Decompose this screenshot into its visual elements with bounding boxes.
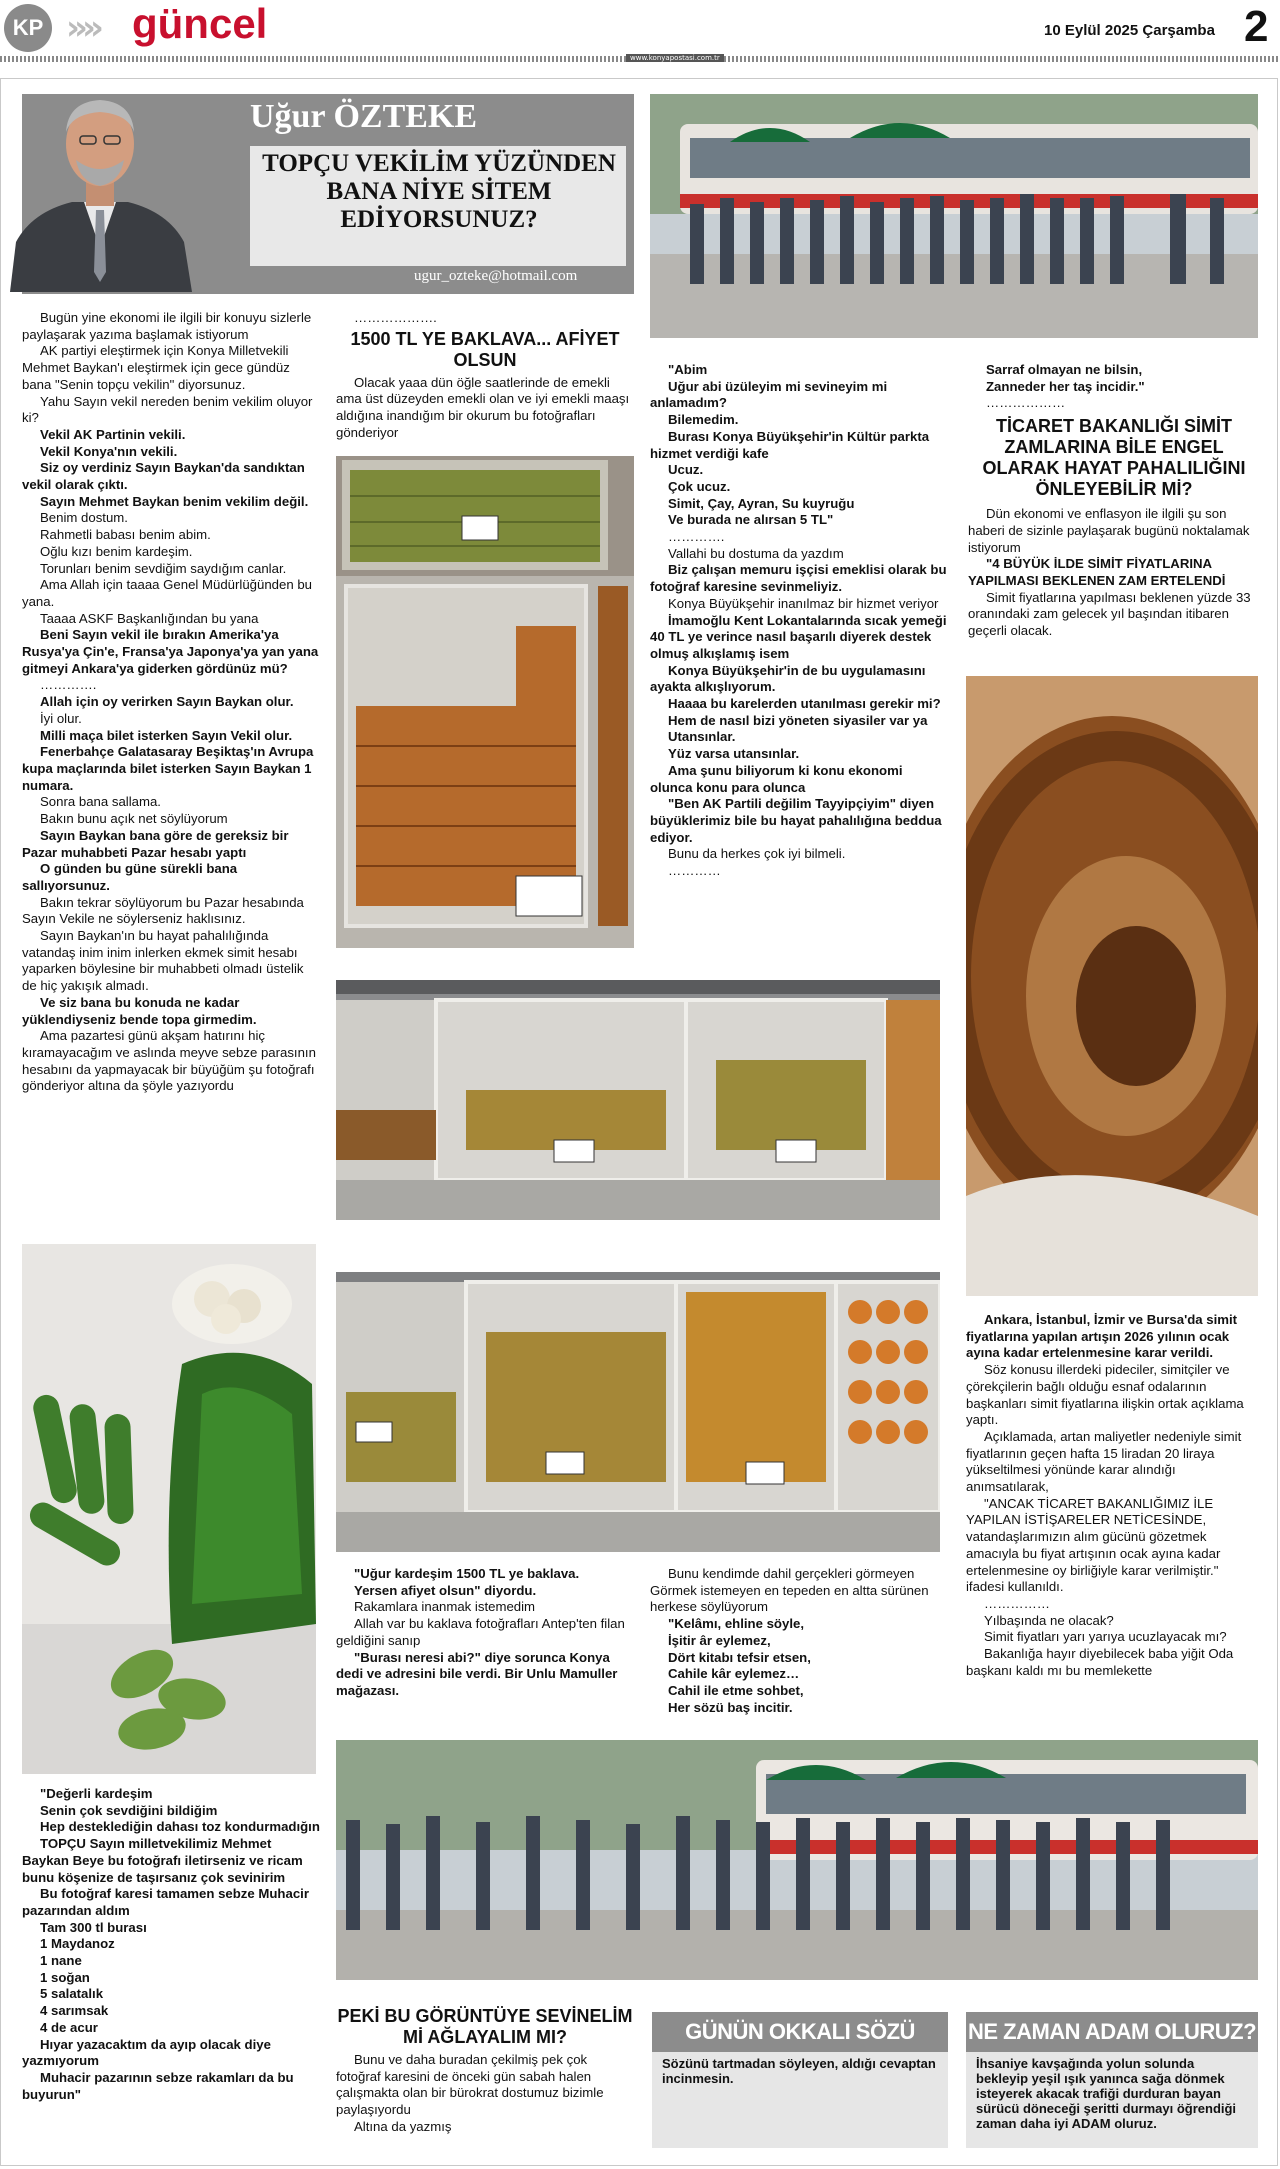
section-title: güncel [132,0,268,47]
column-2-text: ………………. 1500 TL YE BAKLAVA... AFİYET OLSUN Olacak yaaa dün öğle saatlerinde de emekli ama üst düzeyden emekli olan ve iyi emekli maaşı aldığına inandığım bir okurum bu fotoğrafları gönderiyor [336,310,634,442]
simit-photo [966,676,1258,1296]
baklava-display-photo-2 [336,1272,940,1552]
page-number: 2 [1244,2,1269,51]
box-sozu-text: Sözünü tartmadan söyleyen, aldığı cevaptan incinmesin. [652,2052,948,2148]
baklava-heading: 1500 TL YE BAKLAVA... AFİYET OLSUN [350,328,620,370]
column-4-bottom-text: Ankara, İstanbul, İzmir ve Bursa'da simit fiyatlarına yapılan artışın 2026 yılının ocak ayına kadar ertelenmesine karar verildi. Söz konusu illerdeki pideciler, simitçiler ve çörekçilerin bağlı olduğu esnaf odalarının başkanları simit fiyatlarına ilişkin ortak açıklama yaptı. Açıklamada, artan maliyetler nedeniyle simit fiyatlarının geçen hafta 15 liradan 20 liraya yükseltilmesi yönünde karar alındığı anımsatılarak, "ANCAK TİCARET BAKANLIĞIMIZ İLE YAPILAN İSTİŞARELER NETİCESİNDE, vatandaşlarımızın alım gücünü gözetmek amacıyla bu fiyat artışının ocak ayına kadar ertelenmesine oy birliğiyle karar verilmiştir." ifadesi kullanıldı. …………… Yılbaşında ne olacak? Simit fiyatları yarı yarıya ucuzlayacak mı? Bakanlığa hayır diyebilecek baba yiğit Oda başkanı kaldı mı bu memlekette [966,1312,1244,1678]
author-email: ugur_ozteke@hotmail.com [414,268,578,284]
column-title: TOPÇU VEKİLİM YÜZÜNDEN BANA NİYE SİTEM EDİYORSUNUZ? [262,150,616,233]
column-3-text: "Abim Uğur abi üzüleyim mi sevineyim mi anlamadım? Bilemedim. Burası Konya Büyükşehir'in Kültür parkta hizmet verdiği kafe Ucuz. Çok ucuz. Simit, Çay, Ayran, Su kuyruğu Ve burada ne alırsan 5 TL" …………. Vallahi bu dostuma da yazdım Biz çalışan memuru işçisi emeklisi olarak bu fotoğraf karesine sevinmeliyiz. Konya Büyükşehir inanılmaz bir hizmet veriyor İmamoğlu Kent Lokantalarında sıcak yemeği 40 TL ye verince nasıl başarılı diyerek destek olmuş alkışlamış isem Konya Büyükşehir'in de bu uygulamasını ayakta alkışlıyorum. Haaaa bu karelerden utanılması gerekir mi? Hem de nasıl bizi yöneten siyasiler var ya Utansınlar. Yüz varsa utansınlar. Ama şunu biliyorum ki konu ekonomi olunca konu para olunca "Ben AK Partili değilim Tayyipçiyim" diyen büyüklerimiz bile bu hayat pahalılığına beddua ediyor. Bunu da herkes çok iyi bilmeli. ………… [650,362,947,879]
author-name: Uğur ÖZTEKE [250,98,478,135]
author-portrait [2,52,198,292]
column-1-bottom-text: "Değerli kardeşim Senin çok sevdiğini bildiğim Hep desteklediğin dahası toz kondurmadığın TOPÇU Sayın milletvekilimiz Mehmet Baykan Beye bu fotoğrafı iletirseniz ve ricam bunu köşenize de taşırsanız çok sevinirim Bu fotoğraf karesi tamamen sebze Muhacir pazarından aldım Tam 300 tl burası 1 Maydanoz 1 nane 1 soğan 5 salatalık 4 sarımsak 4 de acur Hıyar yazacaktım da ayıp olacak diye yazmıyorum Muhacir pazarının sebze rakamları da bu buyurun" [22,1786,320,2102]
chevron-right-icon: »» [66,8,98,48]
site-url: www.konyapostasi.com.tr [626,54,724,62]
column-1-text: Bugün yine ekonomi ile ilgili bir konuyu sizlerle paylaşarak yazıma başlamak istiyorum AK partiyi eleştirmek için Konya Milletvekili Mehmet Baykan'ı eleştirmek için gece gündüz bana "Senin topçu vekilin" diyorsunuz. Yahu Sayın vekil nereden benim vekilim oluyor ki? Vekil AK Partinin vekili. Vekil Konya'nın vekili. Siz oy verdiniz Sayın Baykan'da sandıktan vekil olarak çıktı. Sayın Mehmet Baykan benim vekilim değil. Benim dostum. Rahmetli babası benim abim. Oğlu kızı benim kardeşim. Torunları benim sevdiğim saydığım canlar. Ama Allah için taaaa Genel Müdürlüğünden bu yana. Taaaa ASKF Başkanlığından bu yana Beni Sayın vekil ile bırakın Amerika'ya Rusya'ya Çin'e, Fransa'ya Japonya'ya yan yana gitmeyi Ankara'ya giderken gördünüz mü? …………. Allah için oy verirken Sayın Baykan olur. İyi olur. Milli maça bilet isterken Sayın Vekil olur. Fenerbahçe Galatasaray Beşiktaş'ın Avrupa kupa maçlarında bilet isterken Sayın Baykan 1 numara. Sonra bana sallama. Bakın bunu açık net söylüyorum Sayın Baykan bana göre de gereksiz bir Pazar muhabbeti Pazar hesabı yaptı O günden bu güne sürekli bana sallıyorsunuz. Bakın tekrar söylüyorum bu Pazar hesabında Sayın Vekile ne söylerseniz haklısınız. Sayın Baykan'ın bu hayat pahalılığında vatandaş inim inim inlerken ekmek simit hesabı yaparken böylesine bir muhabbeti olmadı üstelik de hiç yakışık almadı. Ve siz bana bu konuda ne kadar yüklendiyseniz bende topa girmedim. Ama pazartesi günü akşam hatırını hiç kıramayacağım ve aslında meyve sebze parasının hesabını da yapmayacak bir büyüğüm şu fotoğrafı gönderiyor altına da şöyle yazıyordu [22,310,319,1094]
bottom-article: PEKİ BU GÖRÜNTÜYE SEVİNELİM Mİ AĞLAYALIM MI? Bunu ve daha buradan çekilmiş pek çok fotoğraf karesini de önceki gün sabah halen çalışmakta olan bir bürokrat dostumuz bizimle paylaşıyordu Altına da yazmış [336,2006,633,2134]
vegetables-photo [22,1244,316,1774]
issue-date: 10 Eylül 2025 Çarşamba [1044,22,1215,39]
simit-heading: TİCARET BAKANLIĞI SİMİT ZAMLARINA BİLE ENGEL OLARAK HAYAT PAHALILIĞINI ÖNLEYEBİLİR Mİ? [982,416,1246,500]
box-adam-text: İhsaniye kavşağında yolun solunda bekleyip yeşil ışık yanınca sağa dönmek isteyerek akacak trafiği durduran bayan sürücü döneceği şeritti durmayı öğrendiği zaman daha iyi ADAM oluruz. [966,2052,1258,2148]
tram-queue-photo [650,94,1258,338]
poem-text: Bunu kendimde dahil gerçekleri görmeyen Görmek istemeyen en tepeden en altta sürünen herkese söylüyorum "Kelâmı, ehline söyle, İşitir âr eylemez, Dört kitabı tefsir etsen, Cahile kâr eylemez… Cahil ile etme sohbet, Her sözü baş incitir. [650,1566,929,1715]
column-4-text: Sarraf olmayan ne bilsin, Zanneder her taş incidir." ……………… TİCARET BAKANLIĞI SİMİT ZAMLARINA BİLE ENGEL OLARAK HAYAT PAHALILIĞINI ÖNLEYEBİLİR Mİ? Dün ekonomi ve enflasyon ile ilgili şu son haberi de sizinle paylaşarak bugünü noktalamak istiyorum "4 BÜYÜK İLDE SİMİT FİYATLARINA YAPILMASI BEKLENEN ZAM ERTELENDİ Simit fiyatlarına yapılması beklenen yüzde 33 oranındaki zam gelecek yıl başından itibaren geçerli olacak. [968,362,1260,640]
bottom-heading: PEKİ BU GÖRÜNTÜYE SEVİNELİM Mİ AĞLAYALIM MI? [337,2006,633,2047]
tram-queue-photo-2 [336,1740,1258,1980]
baklava-display-photo [336,980,940,1220]
box-adam-title: NE ZAMAN ADAM OLURUZ? [966,2012,1258,2052]
kp-logo: KP [4,4,52,52]
baklava-tray-photo [336,456,634,948]
baklava-caption-text: "Uğur kardeşim 1500 TL ye baklava. Yersen afiyet olsun" diyordu. Rakamlara inanmak istemedim Allah var bu kaklava fotoğrafları Antep'ten filan geldiğini sanıp "Burası neresi abi?" diye sorunca Konya dedi ve adresini bile verdi. Bir Unlu Mamuller mağazası. [336,1566,625,1698]
box-sozu-title: GÜNÜN OKKALI SÖZÜ [652,2012,948,2052]
